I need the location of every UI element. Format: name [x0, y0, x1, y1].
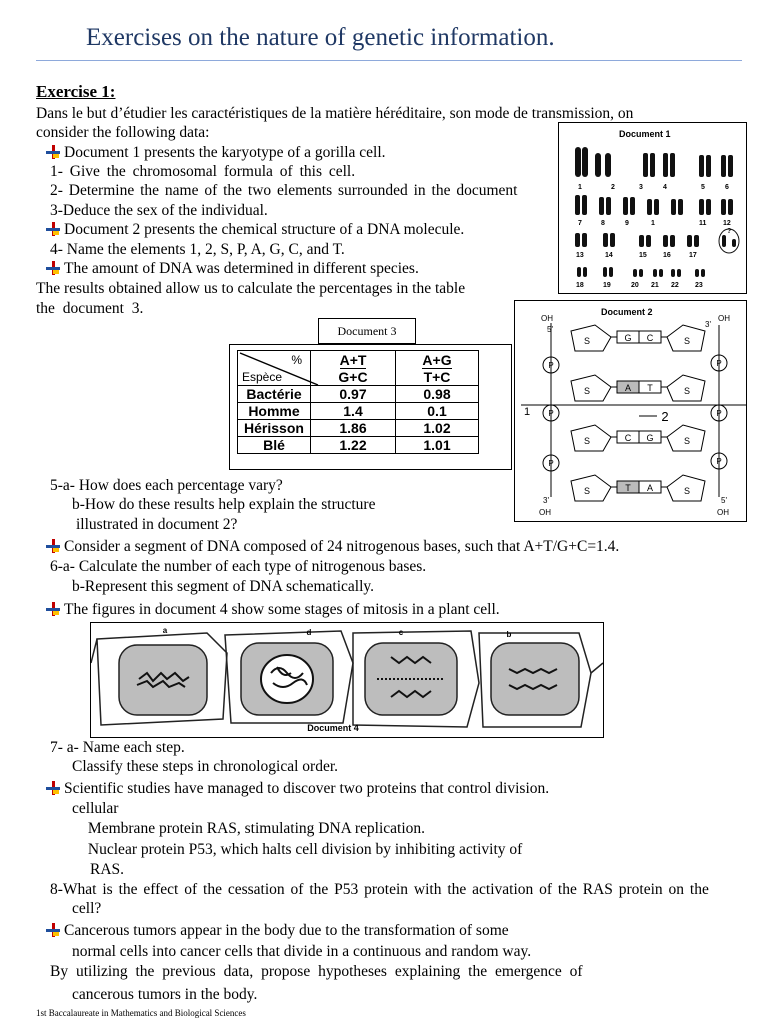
karyo-num: 6 — [725, 184, 729, 191]
doc1-bullet: Document 1 presents the karyotype of a gorilla cell. — [46, 143, 386, 162]
karyo-num: 22 — [671, 282, 679, 289]
bullet-icon — [46, 539, 60, 553]
karyo-num: 14 — [605, 252, 613, 259]
cell-label: d — [306, 628, 312, 637]
at-gc-cell: 1.86 — [311, 420, 396, 437]
karyo-num: 18 — [576, 282, 584, 289]
sugar-label: S — [583, 436, 591, 446]
title-underline — [36, 60, 742, 61]
karyo-num: 20 — [631, 282, 639, 289]
document-3-table — [237, 350, 479, 454]
dna-bullet: The amount of DNA was determined in different species. — [46, 259, 419, 278]
phosphate-label: P — [716, 457, 722, 466]
karyo-num: 1 — [578, 184, 582, 191]
prime-label: 3' — [705, 320, 711, 329]
percent-label: % — [291, 353, 302, 367]
document-2-dna — [514, 300, 747, 522]
final-line-1: By utilizing the previous data, propose hypotheses explaining the emergence of — [50, 963, 583, 980]
karyo-num: 23 — [695, 282, 703, 289]
prime-label: 5' — [721, 496, 727, 505]
prime-label: 5' — [547, 325, 553, 334]
base-label: C — [646, 333, 654, 343]
species-cell: Homme — [238, 403, 311, 420]
oh-label: OH — [541, 314, 553, 323]
species-cell: Blé — [238, 437, 311, 454]
sugar-label: S — [583, 486, 591, 496]
karyo-num: 9 — [625, 220, 629, 227]
base-label: C — [624, 433, 632, 443]
base-label: G — [646, 433, 654, 443]
intro-line-1: Dans le but d’étudier les caractéristiques de la matière héréditaire, son mode de transmission, on — [36, 105, 634, 122]
question-6b: b-Represent this segment of DNA schematically. — [72, 578, 375, 595]
p53-line-2: RAS. — [90, 861, 125, 878]
oh-label: OH — [718, 314, 730, 323]
cell-label: c — [398, 628, 404, 637]
segment-bullet: Consider a segment of DNA composed of 24 nitrogenous bases, such that A+T/G+C=1.4. — [46, 537, 619, 556]
document-3-label: Document 3 — [318, 318, 416, 344]
phosphate-label: P — [716, 409, 722, 418]
species-cell: Hérisson — [238, 420, 311, 437]
karyo-num: 2 — [611, 184, 615, 191]
ag-tc-cell: 1.02 — [396, 420, 479, 437]
question-4: 4- Name the elements 1, 2, S, P, A, G, C, and T. — [50, 241, 345, 258]
cell-label: a — [162, 626, 168, 635]
doc2-bullet: Document 2 presents the chemical structure of a DNA molecule. — [46, 220, 464, 239]
sugar-label: S — [583, 386, 591, 396]
question-7a: 7- a- Name each step. — [50, 739, 185, 756]
ag-tc-cell: 0.1 — [396, 403, 479, 420]
karyotype-figure — [559, 123, 746, 293]
karyo-num: 13 — [576, 252, 584, 259]
p53-line-1: Nuclear protein P53, which halts cell division by inhibiting activity of — [72, 841, 507, 858]
species-label: Espèce — [242, 370, 283, 384]
question-2: 2- Determine the name of the two elements surrounded in the document — [50, 182, 518, 199]
base-label: T — [625, 483, 631, 493]
bullet-icon — [46, 222, 60, 236]
question-5b-line-1: b-How do these results help explain the structure — [72, 496, 376, 513]
at-gc-cell: 1.4 — [311, 403, 396, 420]
table-row — [238, 437, 479, 454]
bullet-icon — [46, 261, 60, 275]
final-line-2: cancerous tumors in the body. — [72, 986, 258, 1003]
document-4-mitosis — [90, 622, 604, 738]
prime-label: 3' — [543, 496, 549, 505]
mitosis-bullet: The figures in document 4 show some stages of mitosis in a plant cell. — [46, 600, 500, 619]
oh-label: OH — [717, 508, 729, 517]
marker-label: 1 — [523, 406, 531, 418]
bullet-icon — [46, 923, 60, 937]
question-1: 1- Give the chromosomal formula of this cell. — [50, 163, 356, 180]
cancer-bullet: Cancerous tumors appear in the body due to the transformation of some — [46, 921, 509, 940]
question-7b: Classify these steps in chronological order. — [72, 758, 339, 775]
question-8-line-2: cell? — [72, 900, 102, 917]
question-5b-line-2: illustrated in document 2? — [76, 516, 238, 533]
bullet-icon — [46, 602, 60, 616]
sugar-label: S — [583, 336, 591, 346]
question-8-line-1: 8-What is the effect of the cessation of the P53 protein with the activation of the RAS protein on the — [50, 881, 709, 898]
base-label: A — [624, 383, 632, 393]
cancer-line-2: normal cells into cancer cells that divide in a continuous and random way. — [72, 943, 532, 960]
document-2-label: Document 2 — [601, 307, 653, 317]
cellular-word: cellular — [72, 800, 119, 817]
karyo-num: 3 — [639, 184, 643, 191]
karyo-num: 17 — [689, 252, 697, 259]
karyo-num: 16 — [663, 252, 671, 259]
species-cell: Bactérie — [238, 386, 311, 403]
question-5a: 5-a- How does each percentage vary? — [50, 477, 283, 494]
sugar-label: S — [683, 386, 691, 396]
at-gc-cell: 1.22 — [311, 437, 396, 454]
table-row — [238, 386, 479, 403]
sugar-label: S — [683, 436, 691, 446]
bullet-icon — [46, 145, 60, 159]
base-label: G — [624, 333, 632, 343]
ag-tc-cell: 0.98 — [396, 386, 479, 403]
cell-label: b — [506, 630, 512, 639]
at-gc-cell: 0.97 — [311, 386, 396, 403]
karyo-num: 1 — [651, 220, 655, 227]
karyo-num: 21 — [651, 282, 659, 289]
marker-label: 2 — [661, 409, 669, 424]
karyo-num: 12 — [723, 220, 731, 227]
base-label: T — [647, 383, 653, 393]
col1-header: A+T G+C — [311, 351, 396, 386]
sugar-label: S — [683, 486, 691, 496]
oh-label: OH — [539, 508, 551, 517]
ras-line: Membrane protein RAS, stimulating DNA replication. — [72, 820, 410, 837]
phosphate-label: P — [548, 409, 554, 418]
dna-structure-figure — [515, 301, 746, 521]
karyo-num: 7 — [578, 220, 582, 227]
karyo-num: 11 — [699, 220, 707, 227]
mitosis-figure — [91, 623, 603, 737]
document-1-label: Document 1 — [619, 129, 671, 139]
phosphate-label: P — [548, 459, 554, 468]
exercise-title: Exercise 1: — [36, 82, 116, 101]
karyo-num: 8 — [601, 220, 605, 227]
page-footer: 1st Baccalaureate in Mathematics and Biological Sciences — [36, 1008, 246, 1018]
document-4-label: Document 4 — [307, 723, 359, 733]
col2-header: A+G T+C — [396, 351, 479, 386]
karyo-num: 15 — [639, 252, 647, 259]
scientific-bullet: Scientific studies have managed to discover two proteins that control division. — [46, 779, 549, 798]
table-row — [238, 403, 479, 420]
bullet-icon — [46, 781, 60, 795]
table-corner-cell — [238, 351, 311, 386]
results-line-2: the document 3. — [36, 300, 144, 317]
question-6a: 6-a- Calculate the number of each type of nitrogenous bases. — [50, 558, 427, 575]
karyo-num: 4 — [663, 184, 667, 191]
page-title: Exercises on the nature of genetic information. — [86, 24, 555, 51]
document-1-karyotype — [558, 122, 747, 294]
karyo-num: 19 — [603, 282, 611, 289]
karyo-num: ? — [727, 228, 732, 235]
phosphate-label: P — [716, 359, 722, 368]
intro-line-2: consider the following data: — [36, 124, 210, 141]
ag-tc-cell: 1.01 — [396, 437, 479, 454]
table-row — [238, 420, 479, 437]
results-line-1: The results obtained allow us to calculate the percentages in the table — [36, 280, 466, 297]
sugar-label: S — [683, 336, 691, 346]
question-3: 3-Deduce the sex of the individual. — [50, 202, 268, 219]
phosphate-label: P — [548, 361, 554, 370]
karyo-num: 5 — [701, 184, 705, 191]
base-label: A — [646, 483, 654, 493]
